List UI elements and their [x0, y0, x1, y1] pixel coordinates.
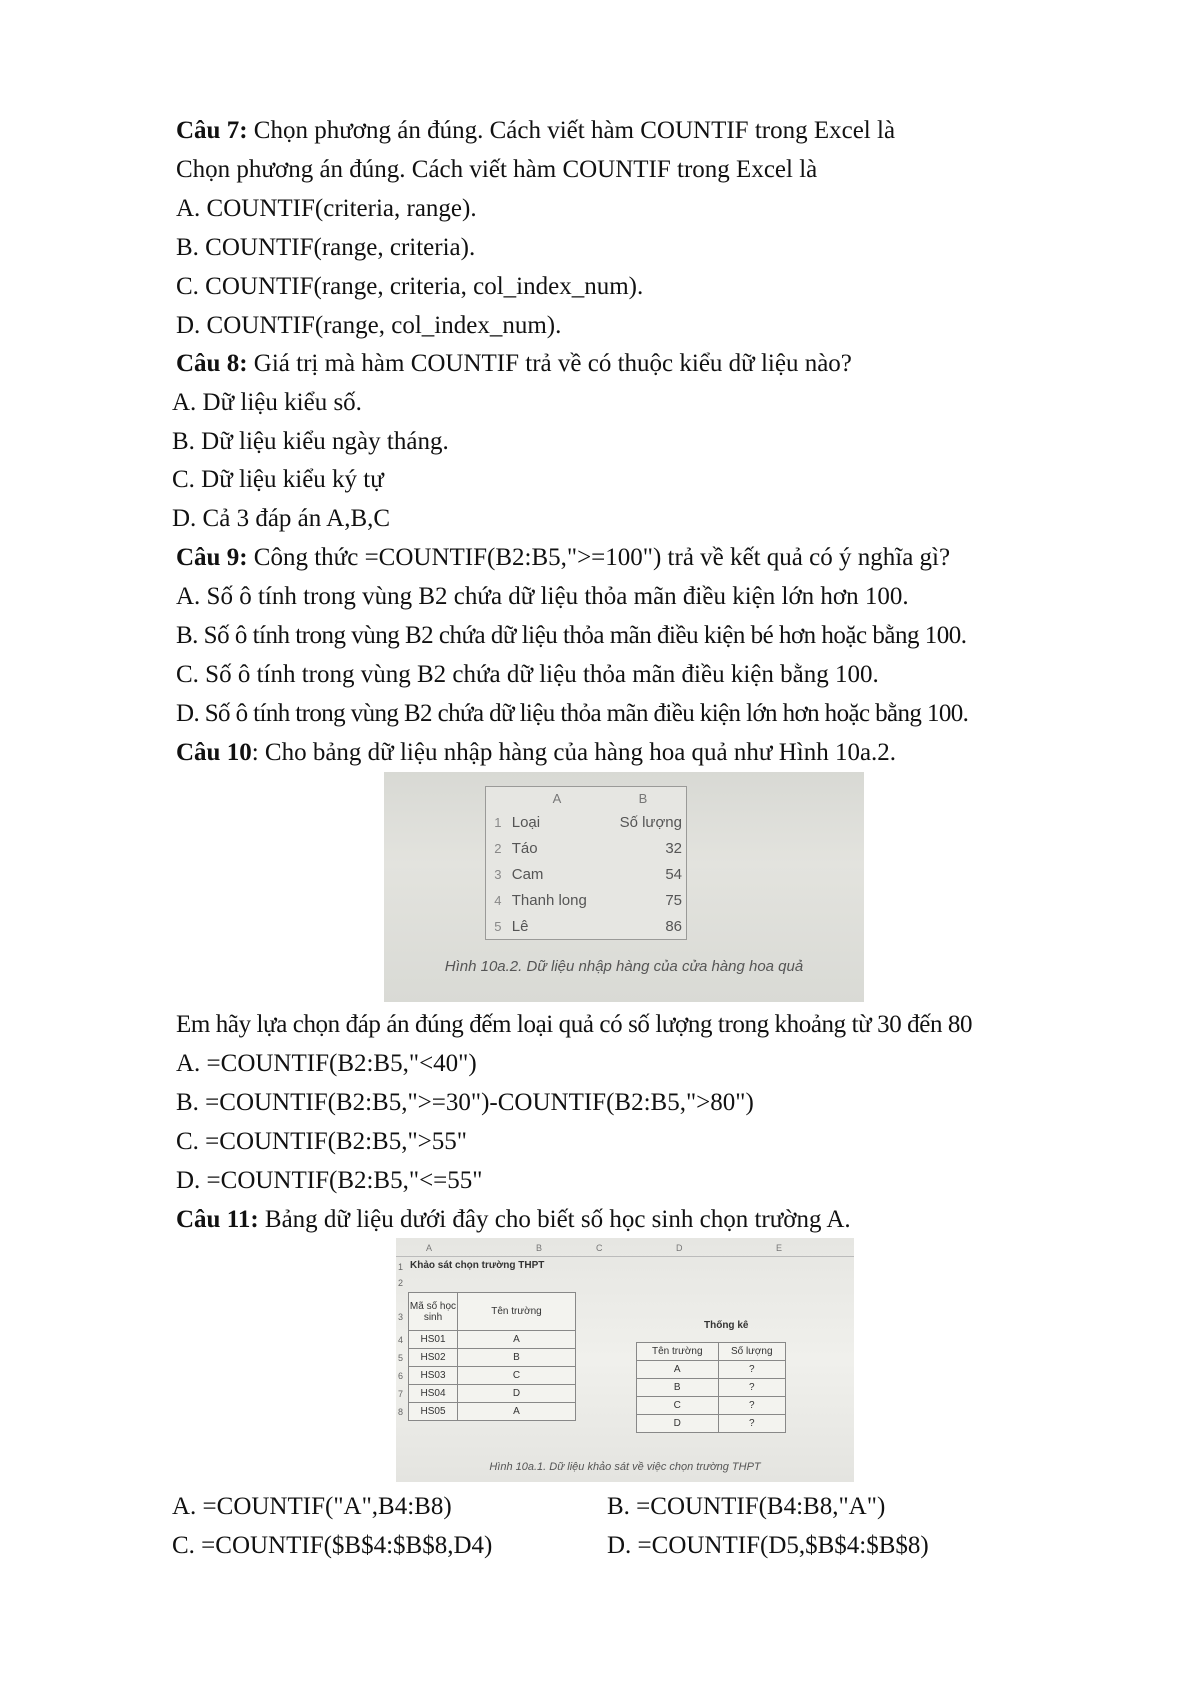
- col-header-b: B: [536, 1243, 543, 1253]
- table-row: [637, 1361, 786, 1379]
- cell-count: ?: [718, 1415, 785, 1433]
- stats-table: [636, 1342, 786, 1433]
- row-number: 4: [398, 1335, 404, 1345]
- header-count: Số lượng: [718, 1343, 785, 1361]
- table-row: [409, 1349, 576, 1367]
- q8-option-a: A. Dữ liệu kiểu số.: [172, 389, 362, 416]
- q9-option-b: B. Số ô tính trong vùng B2 chứa dữ liệu thỏa mãn điều kiện bé hơn hoặc bằng 100.: [176, 622, 967, 649]
- cell-school: C: [637, 1397, 719, 1415]
- question-8-text: Giá trị mà hàm COUNTIF trả về có thuộc kiểu dữ liệu nào?: [247, 350, 852, 377]
- table-row: [409, 1403, 576, 1421]
- question-7: [176, 114, 895, 148]
- row-number: 2: [494, 840, 502, 856]
- cell-school: D: [637, 1415, 719, 1433]
- q8-option-c: C. Dữ liệu kiểu ký tự: [172, 466, 384, 493]
- cell-b: 86: [665, 917, 682, 935]
- q7-option-a: A. COUNTIF(criteria, range).: [176, 195, 477, 222]
- survey-title: Khảo sát chọn trường THPT: [410, 1260, 545, 1271]
- row-number: 4: [494, 892, 502, 908]
- question-7-label: Câu 7:: [176, 117, 248, 144]
- cell-school: A: [458, 1331, 576, 1349]
- cell-a: Táo: [511, 839, 538, 857]
- col-header-c: C: [596, 1243, 603, 1253]
- row-number: 6: [398, 1371, 404, 1381]
- cell-a: Loại: [511, 813, 541, 831]
- q9-option-c: C. Số ô tính trong vùng B2 chứa dữ liệu thỏa mãn điều kiện bằng 100.: [176, 661, 879, 688]
- fruit-table-row: [486, 887, 686, 913]
- figure-10a2-caption: Hình 10a.2. Dữ liệu nhập hàng của cửa hàng hoa quả: [444, 958, 804, 975]
- fruit-table: [485, 786, 687, 940]
- fruit-table-row: [486, 861, 686, 887]
- cell-b: Số lượng: [619, 813, 682, 831]
- q11-option-a: A. =COUNTIF("A",B4:B8): [172, 1493, 452, 1520]
- fruit-table-row: [486, 835, 686, 861]
- cell-school: A: [637, 1361, 719, 1379]
- cell-school: D: [458, 1385, 576, 1403]
- q11-option-c: C. =COUNTIF($B$4:$B$8,D4): [172, 1532, 493, 1559]
- question-10: [176, 736, 896, 770]
- question-10-prompt: Em hãy lựa chọn đáp án đúng đếm loại quả có số lượng trong khoảng từ 30 đến 80: [176, 1011, 973, 1038]
- row-number: 5: [398, 1353, 404, 1363]
- row-number: 7: [398, 1389, 404, 1399]
- q7-option-c: C. COUNTIF(range, criteria, col_index_num).: [176, 273, 644, 300]
- col-header-a: A: [426, 1243, 433, 1253]
- cell-b: 32: [665, 839, 682, 857]
- cell-a: Cam: [511, 865, 544, 883]
- row-number: 8: [398, 1407, 404, 1417]
- row-number: 5: [494, 918, 502, 934]
- table-row: [637, 1397, 786, 1415]
- row-number: 1: [398, 1262, 404, 1272]
- cell-a: Thanh long: [511, 891, 587, 909]
- cell-count: ?: [718, 1397, 785, 1415]
- q7-option-b: B. COUNTIF(range, criteria).: [176, 234, 476, 261]
- cell-school: B: [458, 1349, 576, 1367]
- cell-school: A: [458, 1403, 576, 1421]
- q9-option-a: A. Số ô tính trong vùng B2 chứa dữ liệu thỏa mãn điều kiện lớn hơn 100.: [176, 583, 909, 610]
- question-7-repeat: Chọn phương án đúng. Cách viết hàm COUNTIF trong Excel là: [176, 156, 818, 183]
- cell-b: 54: [665, 865, 682, 883]
- q11-option-d: D. =COUNTIF(D5,$B$4:$B$8): [607, 1532, 929, 1559]
- row-number: 3: [494, 866, 502, 882]
- header-school-name: Tên trường: [458, 1293, 576, 1331]
- table-row: [409, 1331, 576, 1349]
- table-row: [637, 1415, 786, 1433]
- fruit-table-col-headers: [486, 787, 686, 809]
- table-row: [409, 1367, 576, 1385]
- q9-option-d: D. Số ô tính trong vùng B2 chứa dữ liệu thỏa mãn điều kiện lớn hơn hoặc bằng 100.: [176, 700, 969, 727]
- q7-option-d: D. COUNTIF(range, col_index_num).: [176, 312, 562, 339]
- col-header-b: B: [638, 790, 648, 806]
- row-number: 3: [398, 1312, 404, 1322]
- question-9: [176, 541, 950, 575]
- question-10-label: Câu 10: [176, 739, 252, 766]
- q10-option-a: A. =COUNTIF(B2:B5,"<40"): [176, 1050, 477, 1077]
- spreadsheet-col-headers: [396, 1242, 854, 1257]
- col-header-e: E: [776, 1243, 783, 1253]
- q8-option-d: D. Cả 3 đáp án A,B,C: [172, 505, 391, 532]
- question-11-label: Câu 11:: [176, 1206, 259, 1233]
- figure-10a2-photo: [384, 772, 864, 1002]
- stats-title: Thống kê: [704, 1320, 749, 1331]
- table-row: [409, 1385, 576, 1403]
- cell-school: C: [458, 1367, 576, 1385]
- q11-option-b: B. =COUNTIF(B4:B8,"A"): [607, 1493, 886, 1520]
- question-8: [176, 347, 852, 381]
- question-9-text: Công thức =COUNTIF(B2:B5,">=100") trả về kết quả có ý nghĩa gì?: [247, 544, 951, 571]
- cell-a: Lê: [511, 917, 529, 935]
- fruit-table-row: [486, 913, 686, 939]
- cell-school: B: [637, 1379, 719, 1397]
- question-11-text: Bảng dữ liệu dưới đây cho biết số học sinh chọn trường A.: [258, 1206, 851, 1233]
- cell-student-id: HS04: [409, 1385, 458, 1403]
- question-11: [176, 1203, 851, 1237]
- header-student-id: Mã số học sinh: [409, 1293, 458, 1331]
- cell-student-id: HS05: [409, 1403, 458, 1421]
- col-header-a: A: [552, 790, 562, 806]
- question-7-text: Chọn phương án đúng. Cách viết hàm COUNTIF trong Excel là: [247, 117, 896, 144]
- cell-student-id: HS01: [409, 1331, 458, 1349]
- figure-10a1-photo: [396, 1238, 854, 1482]
- row-number: 2: [398, 1278, 404, 1288]
- header-school-name: Tên trường: [637, 1343, 719, 1361]
- cell-b: 75: [665, 891, 682, 909]
- q10-option-c: C. =COUNTIF(B2:B5,">55": [176, 1128, 467, 1155]
- col-header-d: D: [676, 1243, 683, 1253]
- cell-student-id: HS03: [409, 1367, 458, 1385]
- fruit-table-row: [486, 809, 686, 835]
- q8-option-b: B. Dữ liệu kiểu ngày tháng.: [172, 428, 449, 455]
- question-8-label: Câu 8:: [176, 350, 248, 377]
- question-10-text: : Cho bảng dữ liệu nhập hàng của hàng hoa quả như Hình 10a.2.: [251, 739, 897, 766]
- row-number: 1: [494, 814, 502, 830]
- student-table: [408, 1292, 576, 1421]
- table-row: [637, 1379, 786, 1397]
- cell-count: ?: [718, 1361, 785, 1379]
- question-9-label: Câu 9:: [176, 544, 248, 571]
- cell-student-id: HS02: [409, 1349, 458, 1367]
- q10-option-d: D. =COUNTIF(B2:B5,"<=55": [176, 1167, 483, 1194]
- q10-option-b: B. =COUNTIF(B2:B5,">=30")-COUNTIF(B2:B5,">80"): [176, 1089, 754, 1116]
- figure-10a1-caption: Hình 10a.1. Dữ liệu khảo sát về việc chọn trường THPT: [489, 1461, 761, 1473]
- cell-count: ?: [718, 1379, 785, 1397]
